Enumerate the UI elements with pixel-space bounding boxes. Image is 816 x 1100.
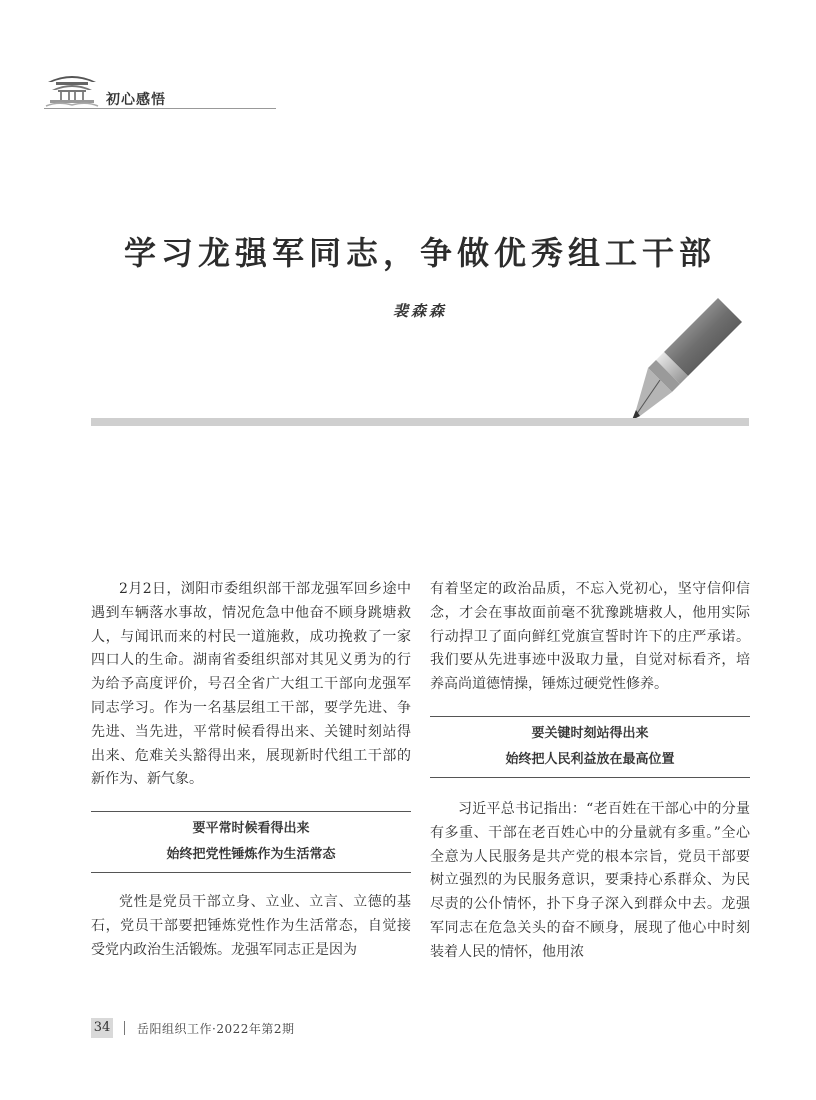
article-author: 裴森森 xyxy=(392,302,447,320)
subheading-1-line2: 始终把党性锤炼作为生活常态 xyxy=(166,847,336,863)
left-column xyxy=(91,578,411,963)
subheading-1 xyxy=(91,811,411,873)
page-number: 34 xyxy=(91,1018,113,1038)
paragraph-intro: 2月2日，浏阳市委组织部干部龙强军回乡途中遇到车辆落水事故，情况危急中他奋不顾身跳塘救人，与闻讯而来的村民一道施救，成功挽救了一家四口人的生命。湖南省委组织部对其见义勇为的行为给予高度评价，号召全省广大组工干部向龙强军同志学习。作为一名基层组工干部，要学先进、争先进、当先进，平常时候看得出来、关键时刻站得出来、危难关头豁得出来，展现新时代组工干部的新作为、新气象。 xyxy=(91,581,411,788)
title-divider-band xyxy=(91,418,749,426)
article-title: 学习龙强军同志，争做优秀组工干部 xyxy=(123,234,716,272)
section-label: 初心感悟 xyxy=(106,92,166,108)
subheading-2-line2: 始终把人民利益放在最高位置 xyxy=(505,751,675,767)
right-column xyxy=(430,578,750,965)
paragraph-party-spirit: 党性是党员干部立身、立业、立言、立德的基石，党员干部要把锤炼党性作为生活常态，自觉接受党内政治生活锻炼。龙强军同志正是因为 xyxy=(91,894,411,958)
header-divider xyxy=(44,108,276,109)
paragraph-party-spirit-continued: 有着坚定的政治品质，不忘入党初心，坚守信仰信念，才会在事故面前毫不犹豫跳塘救人，他用实际行动捍卫了面向鲜红党旗宣誓时许下的庄严承诺。我们要从先进事迹中汲取力量，自觉对标看齐，培养高尚道德情操，锤炼过硬党性修养。 xyxy=(430,581,750,693)
footer-separator xyxy=(124,1021,125,1035)
paragraph-people-first: 习近平总书记指出：“老百姓在干部心中的分量有多重、干部在老百姓心中的分量就有多重。”全心全意为人民服务是共产党的根本宗旨，党员干部要树立强烈的为民服务意识，要秉持心系群众、为民尽责的公仆情怀，扑下身子深入到群众中去。龙强军同志在危急关头的奋不顾身，展现了他心中时刻装着人民的情怀，他用浓 xyxy=(430,800,750,960)
pavilion-logo-icon xyxy=(44,68,100,108)
subheading-2-line1: 要关键时刻站得出来 xyxy=(531,725,649,741)
fountain-pen-icon xyxy=(618,292,748,424)
subheading-1-line1: 要平常时候看得出来 xyxy=(192,821,310,837)
publication-info: 岳阳组织工作·2022年第2期 xyxy=(137,1022,295,1036)
subheading-2 xyxy=(430,716,750,778)
